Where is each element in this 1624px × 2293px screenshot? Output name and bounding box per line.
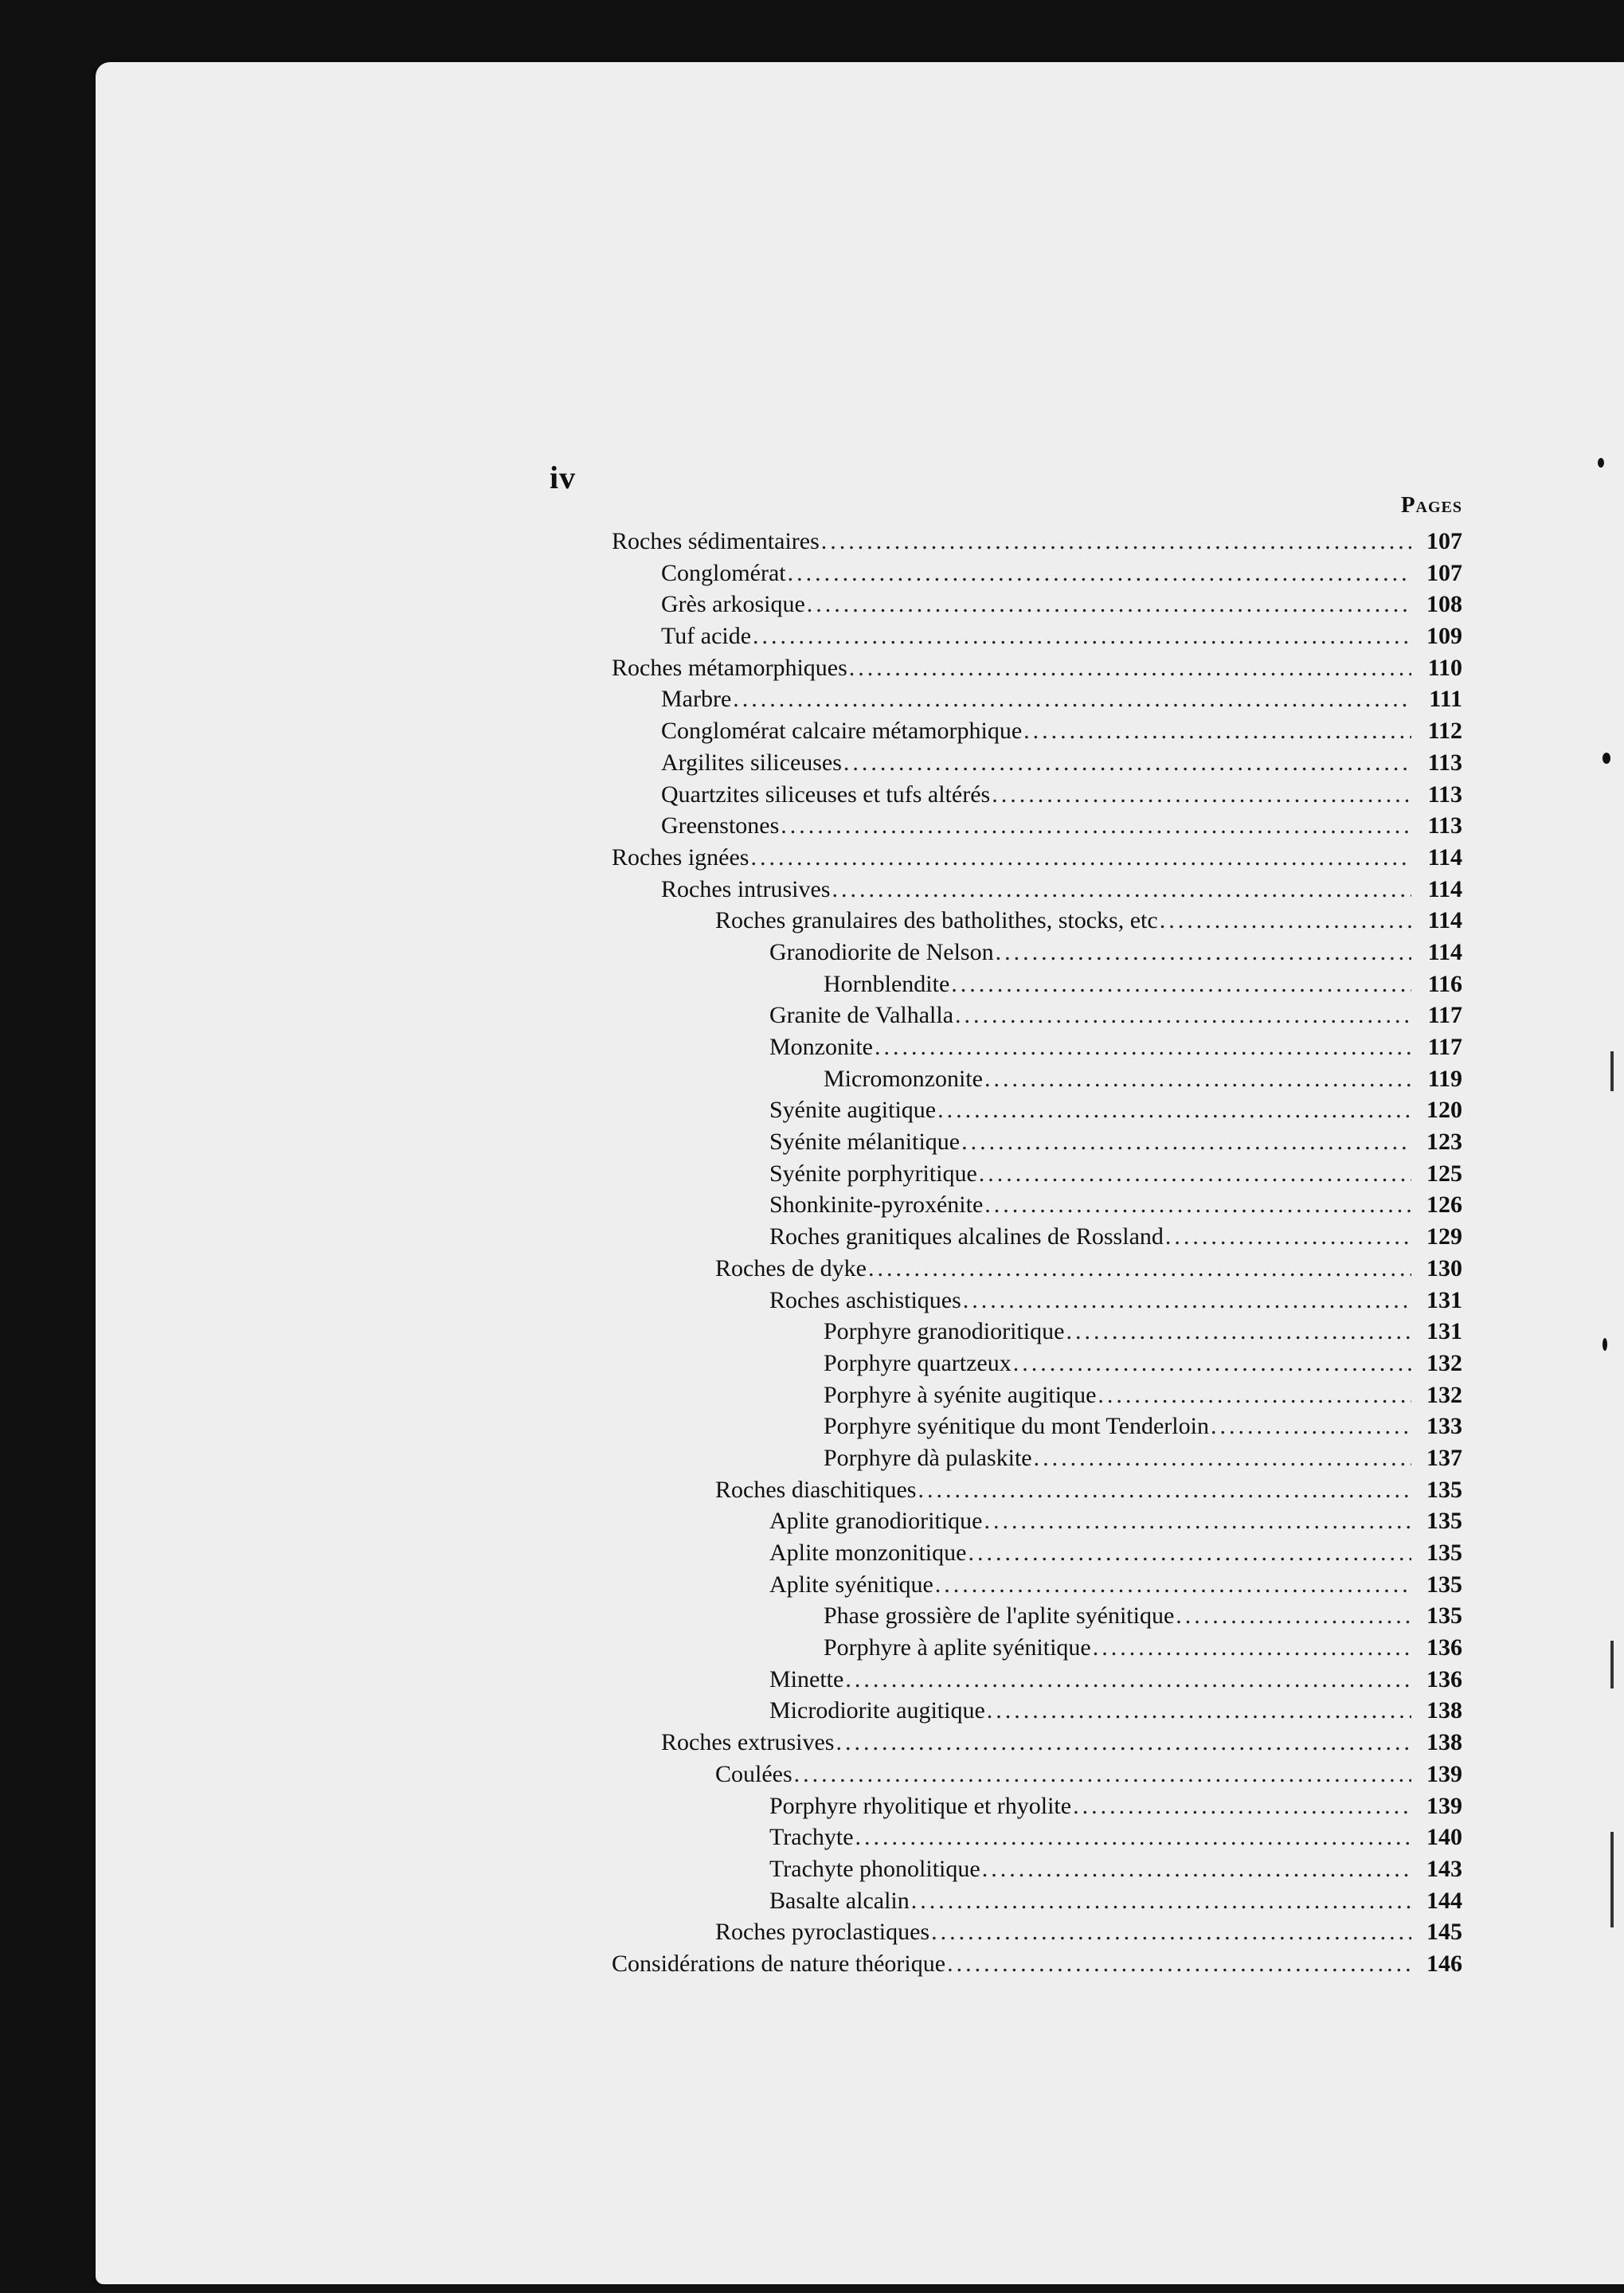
toc-entry-label: Monzonite <box>769 1034 873 1060</box>
scan-speck <box>1602 753 1610 764</box>
scan-speck <box>8 137 13 142</box>
toc-leader-dots <box>1034 1442 1411 1474</box>
toc-leader-dots <box>987 1695 1411 1727</box>
toc-entry-page: 117 <box>1427 1002 1462 1029</box>
toc-leader-dots <box>935 1569 1411 1601</box>
toc-leader-dots <box>868 1253 1411 1285</box>
toc-entry <box>612 1126 1462 1158</box>
toc-entry-label: Porphyre rhyolitique et rhyolite <box>769 1792 1072 1819</box>
toc-entry-page: 129 <box>1426 1223 1462 1250</box>
toc-entry <box>612 1000 1462 1031</box>
toc-entry <box>612 526 1462 558</box>
toc-entry <box>612 968 1462 1000</box>
toc-entry-page: 143 <box>1426 1855 1462 1882</box>
toc-entry-page: 113 <box>1427 812 1462 839</box>
toc-entry-label: Porphyre syénitique du mont Tenderloin <box>824 1413 1209 1440</box>
toc-entry-page: 113 <box>1427 781 1462 808</box>
toc-entry-label: Trachyte phonolitique <box>769 1855 980 1882</box>
toc-leader-dots <box>984 1505 1411 1537</box>
toc-entry-label: Roches ignées <box>612 843 749 871</box>
toc-entry <box>612 1221 1462 1253</box>
toc-entry <box>612 874 1462 906</box>
toc-leader-dots <box>918 1474 1411 1506</box>
toc-entry <box>612 1948 1462 1980</box>
toc-leader-dots <box>875 1031 1411 1063</box>
toc-entry-label: Argilites siliceuses <box>661 749 842 776</box>
toc-entry <box>612 1537 1462 1569</box>
toc-leader-dots <box>832 874 1411 906</box>
toc-entry-label: Roches extrusives <box>661 1729 835 1756</box>
pages-column-header: Pages <box>1400 492 1462 518</box>
toc-leader-dots <box>947 1948 1411 1980</box>
toc-entry-label: Marbre <box>661 686 732 713</box>
toc-leader-dots <box>1073 1790 1411 1822</box>
toc-entry-label: Conglomérat calcaire métamorphique <box>661 718 1023 745</box>
toc-entry <box>612 620 1462 652</box>
toc-leader-dots <box>951 968 1411 1000</box>
toc-entry-label: Roches diaschitiques <box>715 1476 917 1503</box>
toc-leader-dots <box>911 1885 1411 1917</box>
toc-entry-label: Quartzites siliceuses et tufs altérés <box>661 781 991 808</box>
toc-entry-label: Hornblendite <box>824 970 950 997</box>
toc-leader-dots <box>843 747 1411 779</box>
toc-entry <box>612 1063 1462 1095</box>
toc-entry-page: 114 <box>1427 907 1462 934</box>
toc-entry-page: 138 <box>1426 1729 1462 1756</box>
toc-entry-label: Phase grossière de l'aplite syénitique <box>824 1602 1175 1630</box>
toc-entry <box>612 1474 1462 1506</box>
toc-leader-dots <box>821 526 1411 558</box>
toc-leader-dots <box>845 1664 1411 1696</box>
toc-leader-dots <box>794 1759 1411 1790</box>
toc-entry-page: 131 <box>1426 1286 1462 1313</box>
toc-entry-page: 112 <box>1427 718 1462 745</box>
toc-entry-page: 107 <box>1426 528 1462 554</box>
toc-entry-page: 109 <box>1426 623 1462 650</box>
toc-entry-label: Basalte alcalin <box>769 1887 910 1914</box>
toc-entry <box>612 1600 1462 1632</box>
toc-entry-label: Considérations de nature théorique <box>612 1950 946 1977</box>
toc-entry-page: 139 <box>1426 1792 1462 1819</box>
toc-entry-label: Roches de dyke <box>715 1254 867 1281</box>
toc-entry-label: Greenstones <box>661 812 780 839</box>
toc-entry-page: 110 <box>1427 654 1462 681</box>
toc-entry-page: 135 <box>1426 1508 1462 1535</box>
toc-leader-dots <box>1160 905 1411 937</box>
toc-entry <box>612 1821 1462 1853</box>
toc-leader-dots <box>733 683 1411 715</box>
toc-leader-dots <box>1023 715 1411 747</box>
toc-entry-page: 137 <box>1426 1444 1462 1471</box>
page-number: iv <box>550 460 577 495</box>
toc-entry-page: 146 <box>1426 1950 1462 1977</box>
toc-entry <box>612 1158 1462 1190</box>
toc-entry-page: 144 <box>1426 1887 1462 1914</box>
toc-entry-page: 135 <box>1426 1476 1462 1503</box>
toc-entry <box>612 715 1462 747</box>
toc-entry-label: Trachyte <box>769 1824 854 1851</box>
toc-entry <box>612 1411 1462 1442</box>
toc-entry-page: 133 <box>1426 1413 1462 1440</box>
toc-entry-page: 114 <box>1427 938 1462 965</box>
toc-entry <box>612 1727 1462 1759</box>
toc-entry <box>612 589 1462 620</box>
toc-entry-page: 135 <box>1426 1571 1462 1598</box>
page-edge-mark <box>1610 1832 1614 1927</box>
toc-leader-dots <box>955 1000 1411 1031</box>
toc-entry-page: 145 <box>1426 1919 1462 1946</box>
toc-entry-page: 135 <box>1426 1602 1462 1630</box>
toc-entry-page: 119 <box>1427 1065 1462 1092</box>
toc-entry-label: Granite de Valhalla <box>769 1002 954 1029</box>
toc-entry-label: Syénite mélanitique <box>769 1129 961 1156</box>
toc-entry-page: 108 <box>1426 591 1462 618</box>
toc-entry-page: 130 <box>1426 1254 1462 1281</box>
toc-entry <box>612 1632 1462 1664</box>
toc-entry-page: 113 <box>1427 749 1462 776</box>
toc-leader-dots <box>968 1537 1411 1569</box>
toc-entry-label: Micromonzonite <box>824 1065 983 1092</box>
toc-entry-label: Granodiorite de Nelson <box>769 938 994 965</box>
toc-entry <box>612 1379 1462 1411</box>
toc-leader-dots <box>855 1821 1411 1853</box>
toc-entry-page: 131 <box>1426 1318 1462 1345</box>
toc-entry-page: 116 <box>1427 970 1462 997</box>
toc-entry-label: Coulées <box>715 1760 792 1787</box>
table-of-contents <box>612 526 1462 1980</box>
toc-entry-label: Roches aschistiques <box>769 1286 961 1313</box>
toc-entry-label: Roches granitiques alcalines de Rossland <box>769 1223 1164 1250</box>
toc-leader-dots <box>1165 1221 1411 1253</box>
toc-leader-dots <box>984 1063 1411 1095</box>
toc-entry-label: Porphyre granodioritique <box>824 1318 1065 1345</box>
toc-entry <box>612 683 1462 715</box>
toc-entry-label: Syénite augitique <box>769 1097 937 1124</box>
toc-entry <box>612 1885 1462 1917</box>
toc-leader-dots <box>807 589 1411 620</box>
toc-entry <box>612 558 1462 589</box>
toc-entry-page: 138 <box>1426 1697 1462 1724</box>
toc-leader-dots <box>1093 1632 1411 1664</box>
toc-leader-dots <box>835 1727 1411 1759</box>
toc-entry-page: 140 <box>1426 1824 1462 1851</box>
toc-entry-page: 107 <box>1426 559 1462 586</box>
toc-entry <box>612 937 1462 968</box>
toc-entry <box>612 1505 1462 1537</box>
toc-entry-label: Porphyre dà pulaskite <box>824 1444 1032 1471</box>
toc-entry <box>612 810 1462 842</box>
toc-entry <box>612 1316 1462 1348</box>
toc-leader-dots <box>982 1853 1411 1885</box>
toc-entry-label: Grès arkosique <box>661 591 805 618</box>
toc-entry-label: Microdiorite augitique <box>769 1697 985 1724</box>
toc-leader-dots <box>984 1189 1411 1221</box>
toc-entry <box>612 1348 1462 1379</box>
toc-leader-dots <box>1176 1600 1411 1632</box>
toc-entry <box>612 905 1462 937</box>
toc-entry-label: Roches métamorphiques <box>612 654 847 681</box>
toc-entry-label: Porphyre quartzeux <box>824 1349 1012 1376</box>
toc-entry-page: 123 <box>1426 1129 1462 1156</box>
toc-leader-dots <box>979 1158 1411 1190</box>
toc-entry-label: Roches pyroclastiques <box>715 1919 930 1946</box>
toc-leader-dots <box>961 1126 1411 1158</box>
toc-entry <box>612 1759 1462 1790</box>
toc-entry-label: Conglomérat <box>661 559 786 586</box>
toc-entry <box>612 1031 1462 1063</box>
page-edge-mark <box>1610 1641 1614 1688</box>
toc-leader-dots <box>963 1285 1411 1317</box>
toc-entry-page: 114 <box>1427 843 1462 871</box>
toc-entry-label: Porphyre à aplite syénitique <box>824 1634 1091 1661</box>
toc-entry-page: 132 <box>1426 1381 1462 1408</box>
toc-entry-page: 114 <box>1427 875 1462 902</box>
toc-entry <box>612 1569 1462 1601</box>
toc-entry <box>612 1853 1462 1885</box>
toc-entry-page: 125 <box>1426 1160 1462 1187</box>
toc-entry-label: Porphyre à syénite augitique <box>824 1381 1097 1408</box>
toc-entry <box>612 1253 1462 1285</box>
toc-leader-dots <box>996 937 1411 968</box>
toc-leader-dots <box>788 558 1411 589</box>
toc-leader-dots <box>750 842 1411 874</box>
toc-entry <box>612 1189 1462 1221</box>
toc-entry <box>612 652 1462 684</box>
toc-entry-label: Shonkinite-pyroxénite <box>769 1191 984 1219</box>
toc-entry <box>612 1790 1462 1822</box>
toc-entry-label: Aplite syénitique <box>769 1571 933 1598</box>
scanned-page <box>96 62 1624 2284</box>
toc-entry-page: 111 <box>1429 686 1462 713</box>
toc-entry-label: Roches intrusives <box>661 875 831 902</box>
toc-entry <box>612 1442 1462 1474</box>
toc-entry <box>612 1094 1462 1126</box>
scan-speck <box>1602 1338 1607 1351</box>
toc-leader-dots <box>849 652 1411 684</box>
toc-entry-page: 135 <box>1426 1540 1462 1566</box>
toc-leader-dots <box>753 620 1411 652</box>
scan-speck <box>48 1354 59 1362</box>
toc-entry-page: 117 <box>1427 1034 1462 1060</box>
toc-entry-label: Tuf acide <box>661 623 752 650</box>
toc-leader-dots <box>1211 1411 1411 1442</box>
toc-entry-label: Roches sédimentaires <box>612 528 820 554</box>
toc-entry-page: 136 <box>1426 1665 1462 1692</box>
toc-entry-label: Aplite granodioritique <box>769 1508 983 1535</box>
toc-leader-dots <box>1013 1348 1411 1379</box>
toc-entry <box>612 1285 1462 1317</box>
toc-entry <box>612 1664 1462 1696</box>
toc-leader-dots <box>931 1916 1411 1948</box>
toc-leader-dots <box>1066 1316 1411 1348</box>
toc-entry-page: 126 <box>1426 1191 1462 1219</box>
toc-leader-dots <box>1098 1379 1411 1411</box>
toc-entry-page: 132 <box>1426 1349 1462 1376</box>
toc-leader-dots <box>992 779 1411 811</box>
toc-entry-label: Minette <box>769 1665 844 1692</box>
toc-entry <box>612 842 1462 874</box>
page-edge-mark <box>1610 1051 1614 1091</box>
toc-entry-label: Aplite monzonitique <box>769 1540 967 1566</box>
toc-entry <box>612 779 1462 811</box>
toc-entry-page: 139 <box>1426 1760 1462 1787</box>
toc-entry-label: Syénite porphyritique <box>769 1160 977 1187</box>
toc-leader-dots <box>937 1094 1411 1126</box>
toc-entry-page: 120 <box>1426 1097 1462 1124</box>
toc-entry <box>612 1916 1462 1948</box>
toc-entry-page: 136 <box>1426 1634 1462 1661</box>
toc-entry-label: Roches granulaires des batholithes, stocks, etc <box>715 907 1158 934</box>
toc-entry <box>612 1695 1462 1727</box>
scan-speck <box>1598 458 1604 468</box>
toc-entry <box>612 747 1462 779</box>
toc-leader-dots <box>781 810 1411 842</box>
